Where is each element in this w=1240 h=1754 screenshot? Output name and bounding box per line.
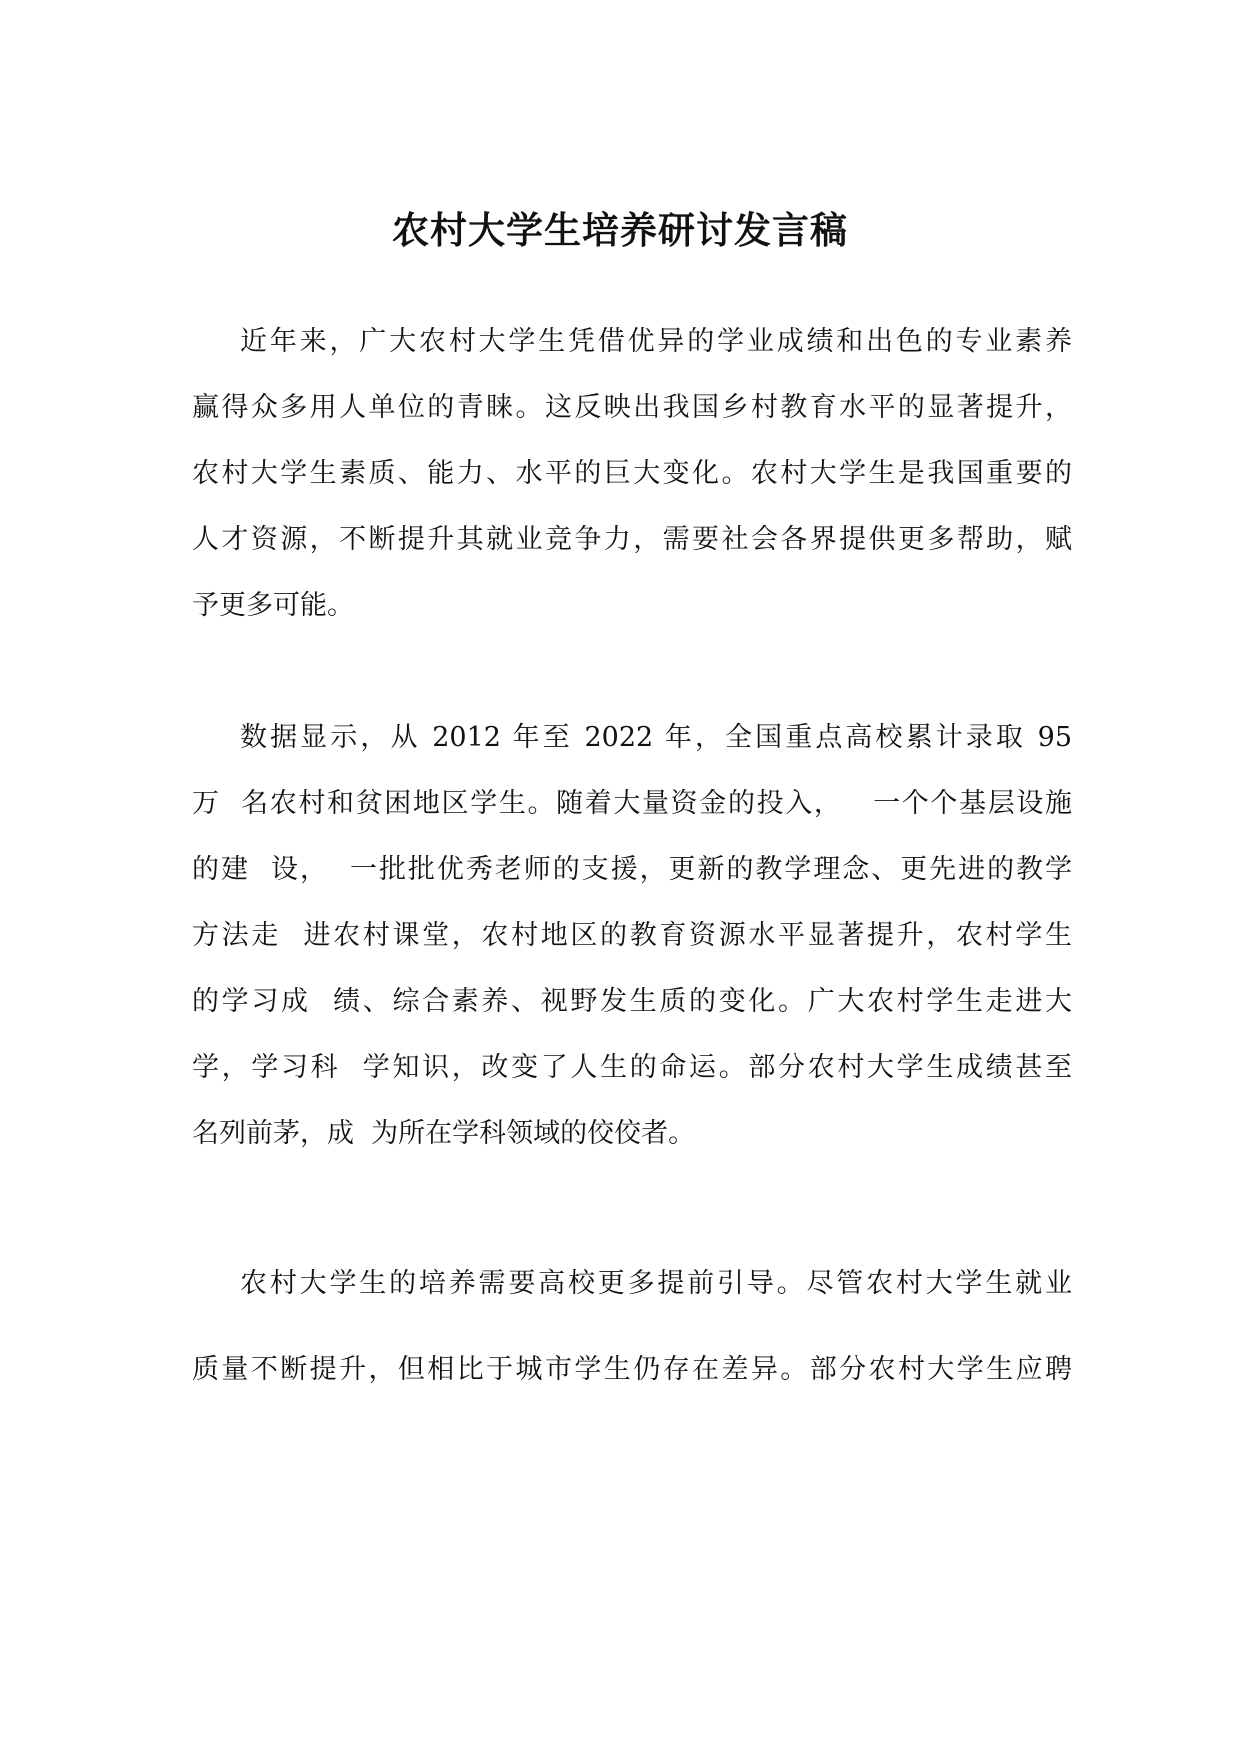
paragraph-line: 的学习成 绩、综合素养、视野发生质的变化。广大农村学生走进大 (192, 986, 1072, 1017)
paragraph-line: 的建 设， 一批批优秀老师的支援，更新的教学理念、更先进的教学 (192, 854, 1072, 885)
paragraph-line: 农村大学生的培养需要高校更多提前引导。尽管农村大学生就业 (240, 1268, 1072, 1299)
paragraph-line: 方法走 进农村课堂，农村地区的教育资源水平显著提升，农村学生 (192, 920, 1072, 951)
paragraph-line: 质量不断提升，但相比于城市学生仍存在差异。部分农村大学生应聘 (192, 1354, 1072, 1385)
paragraph-line: 予更多可能。 (192, 590, 354, 621)
paragraph-line: 人才资源，不断提升其就业竞争力，需要社会各界提供更多帮助，赋 (192, 524, 1072, 555)
paragraph-line: 数据显示，从 2012 年至 2022 年，全国重点高校累计录取 95 (240, 722, 1072, 753)
paragraph-line: 近年来，广大农村大学生凭借优异的学业成绩和出色的专业素养 (240, 326, 1072, 357)
paragraph-line: 学，学习科 学知识，改变了人生的命运。部分农村大学生成绩甚至 (192, 1052, 1072, 1083)
document-title: 农村大学生培养研讨发言稿 (392, 208, 848, 252)
paragraph-line: 万 名农村和贫困地区学生。随着大量资金的投入， 一个个基层设施 (192, 788, 1072, 819)
paragraph-line: 赢得众多用人单位的青睐。这反映出我国乡村教育水平的显著提升， (192, 392, 1072, 423)
paragraph-line: 农村大学生素质、能力、水平的巨大变化。农村大学生是我国重要的 (192, 458, 1072, 489)
paragraph-line: 名列前茅，成 为所在学科领域的佼佼者。 (192, 1118, 696, 1149)
